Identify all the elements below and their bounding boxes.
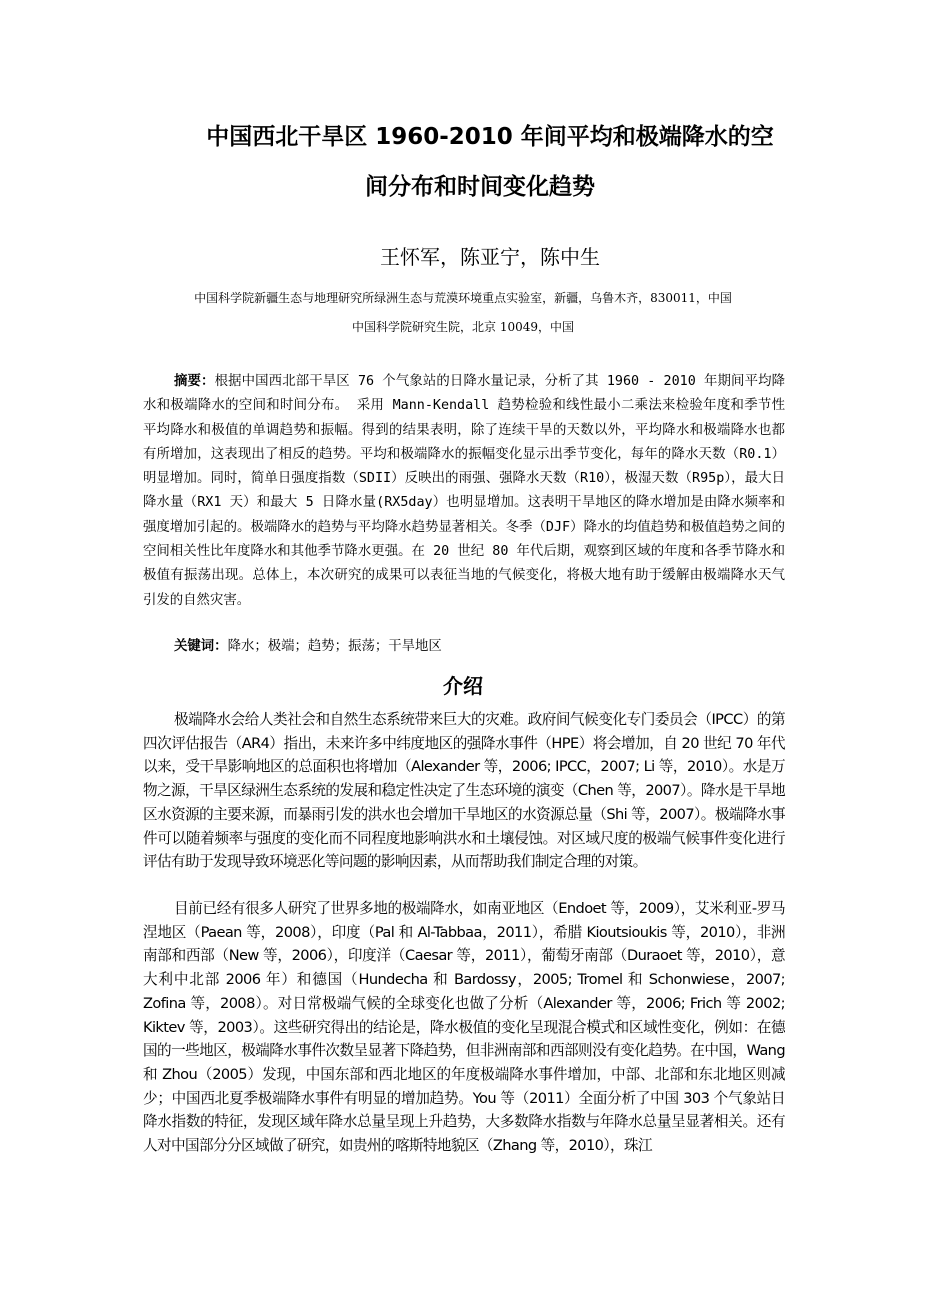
intro-paragraph-1: 极端降水会给人类社会和自然生态系统带来巨大的灾难。政府间气候变化专门委员会（IPCC）的第四次评估报告（AR4）指出，未来许多中纬度地区的强降水事件（HPE）将会增加，自 20 世纪 70 年代以来，受干旱影响地区的总面积也将增加（Alexander 等，2006; IPCC，2007; Li 等，2010）。水是万物之源，干旱区绿洲生态系统的发展和稳定性决定了生态环境的演变（Chen 等，2007）。降水是干旱地区水资源的主要来源，而暴雨引发的洪水也会增加干旱地区的水资源总量（Shi 等，2007）。极端降水事件可以随着频率与强度的变化而不同程度地影响洪水和土壤侵蚀。对区域尺度的极端气候事件变化进行评估有助于发现导致环境恶化等问题的影响因素，从而帮助我们制定合理的对策。 [143,711,785,871]
abstract-label: 摘要： [174,374,215,389]
keywords-label: 关键词： [174,639,228,654]
author-list: 王怀军，陈亚宁，陈中生 [380,245,600,269]
keywords-text: 降水；极端；趋势；振荡；干旱地区 [227,639,442,654]
affiliation-2: 中国科学院研究生院，北京 10049，中国 [352,320,574,334]
abstract [143,370,785,613]
keywords [143,637,785,657]
affiliation-1: 中国科学院新疆生态与地理研究所绿洲生态与荒漠环境重点实验室，新疆，乌鲁木齐，830011，中国 [194,291,732,305]
section-heading-introduction: 介绍 [443,674,483,698]
paper-title-line-2: 间分布和时间变化趋势 [365,174,595,200]
intro-paragraph-2: 目前已经有很多人研究了世界多地的极端降水，如南亚地区（Endoet 等，2009），艾米利亚-罗马涅地区（Paean 等，2008），印度（Pal 和 Al-Tabbaa，2011），希腊 Kioutsioukis 等，2010），非洲南部和西部（New 等，2006），印度洋（Caesar 等，2011），葡萄牙南部（Duraoet 等，2010），意大利中北部 2006 年）和德国（Hundecha 和 Bardossy，2005; Tromel 和 Schonwiese，2007; Zofina 等，2008）。对日常极端气候的全球变化也做了分析（Alexander 等，2006; Frich 等 2002; Kiktev 等，2003）。这些研究得出的结论是，降水极值的变化呈现混合模式和区域性变化，例如：在德国的一些地区，极端降水事件次数呈显著下降趋势，但非洲南部和西部则没有变化趋势。在中国，Wang 和 Zhou（2005）发现，中国东部和西北地区的年度极端降水事件增加，中部、北部和东北地区则减少；中国西北夏季极端降水事件有明显的增加趋势。You 等（2011）全面分析了中国 303 个气象站日降水指数的特征，发现区域年降水总量呈现上升趋势，大多数降水指数与年降水总量呈显著相关。还有人对中国部分分区域做了研究，如贵州的喀斯特地貌区（Zhang 等，2010），珠江 [143,900,785,1155]
abstract-text: 根据中国西北部干旱区 76 个气象站的日降水量记录，分析了其 1960 - 2010 年期间平均降水和极端降水的空间和时间分布。 采用 Mann-Kendall 趋势检验和线性最小二乘法来检验年度和季节性平均降水和极值的单调趋势和振幅。得到的结果表明，除了连续干旱的天数以外，平均降水和极端降水也都有所增加，这表现出了相反的趋势。平均和极端降水的振幅变化显示出季节变化，每年的降水天数（R0.1）明显增加。同时，简单日强度指数（SDII）反映出的雨强、强降水天数（R10），极湿天数（R95p），最大日降水量（RX1 天）和最大 5 日降水量(RX5day）也明显增加。这表明干旱地区的降水增加是由降水频率和强度增加引起的。极端降水的趋势与平均降水趋势显著相关。冬季（DJF）降水的均值趋势和极值趋势之间的空间相关性比年度降水和其他季节降水更强。在 20 世纪 80 年代后期，观察到区域的年度和各季节降水和极值有振荡出现。总体上，本次研究的成果可以表征当地的气候变化，将极大地有助于缓解由极端降水天气引发的自然灾害。 [143,374,785,608]
paper-title-line-1: 中国西北干旱区 1960-2010 年间平均和极端降水的空 [206,124,774,150]
